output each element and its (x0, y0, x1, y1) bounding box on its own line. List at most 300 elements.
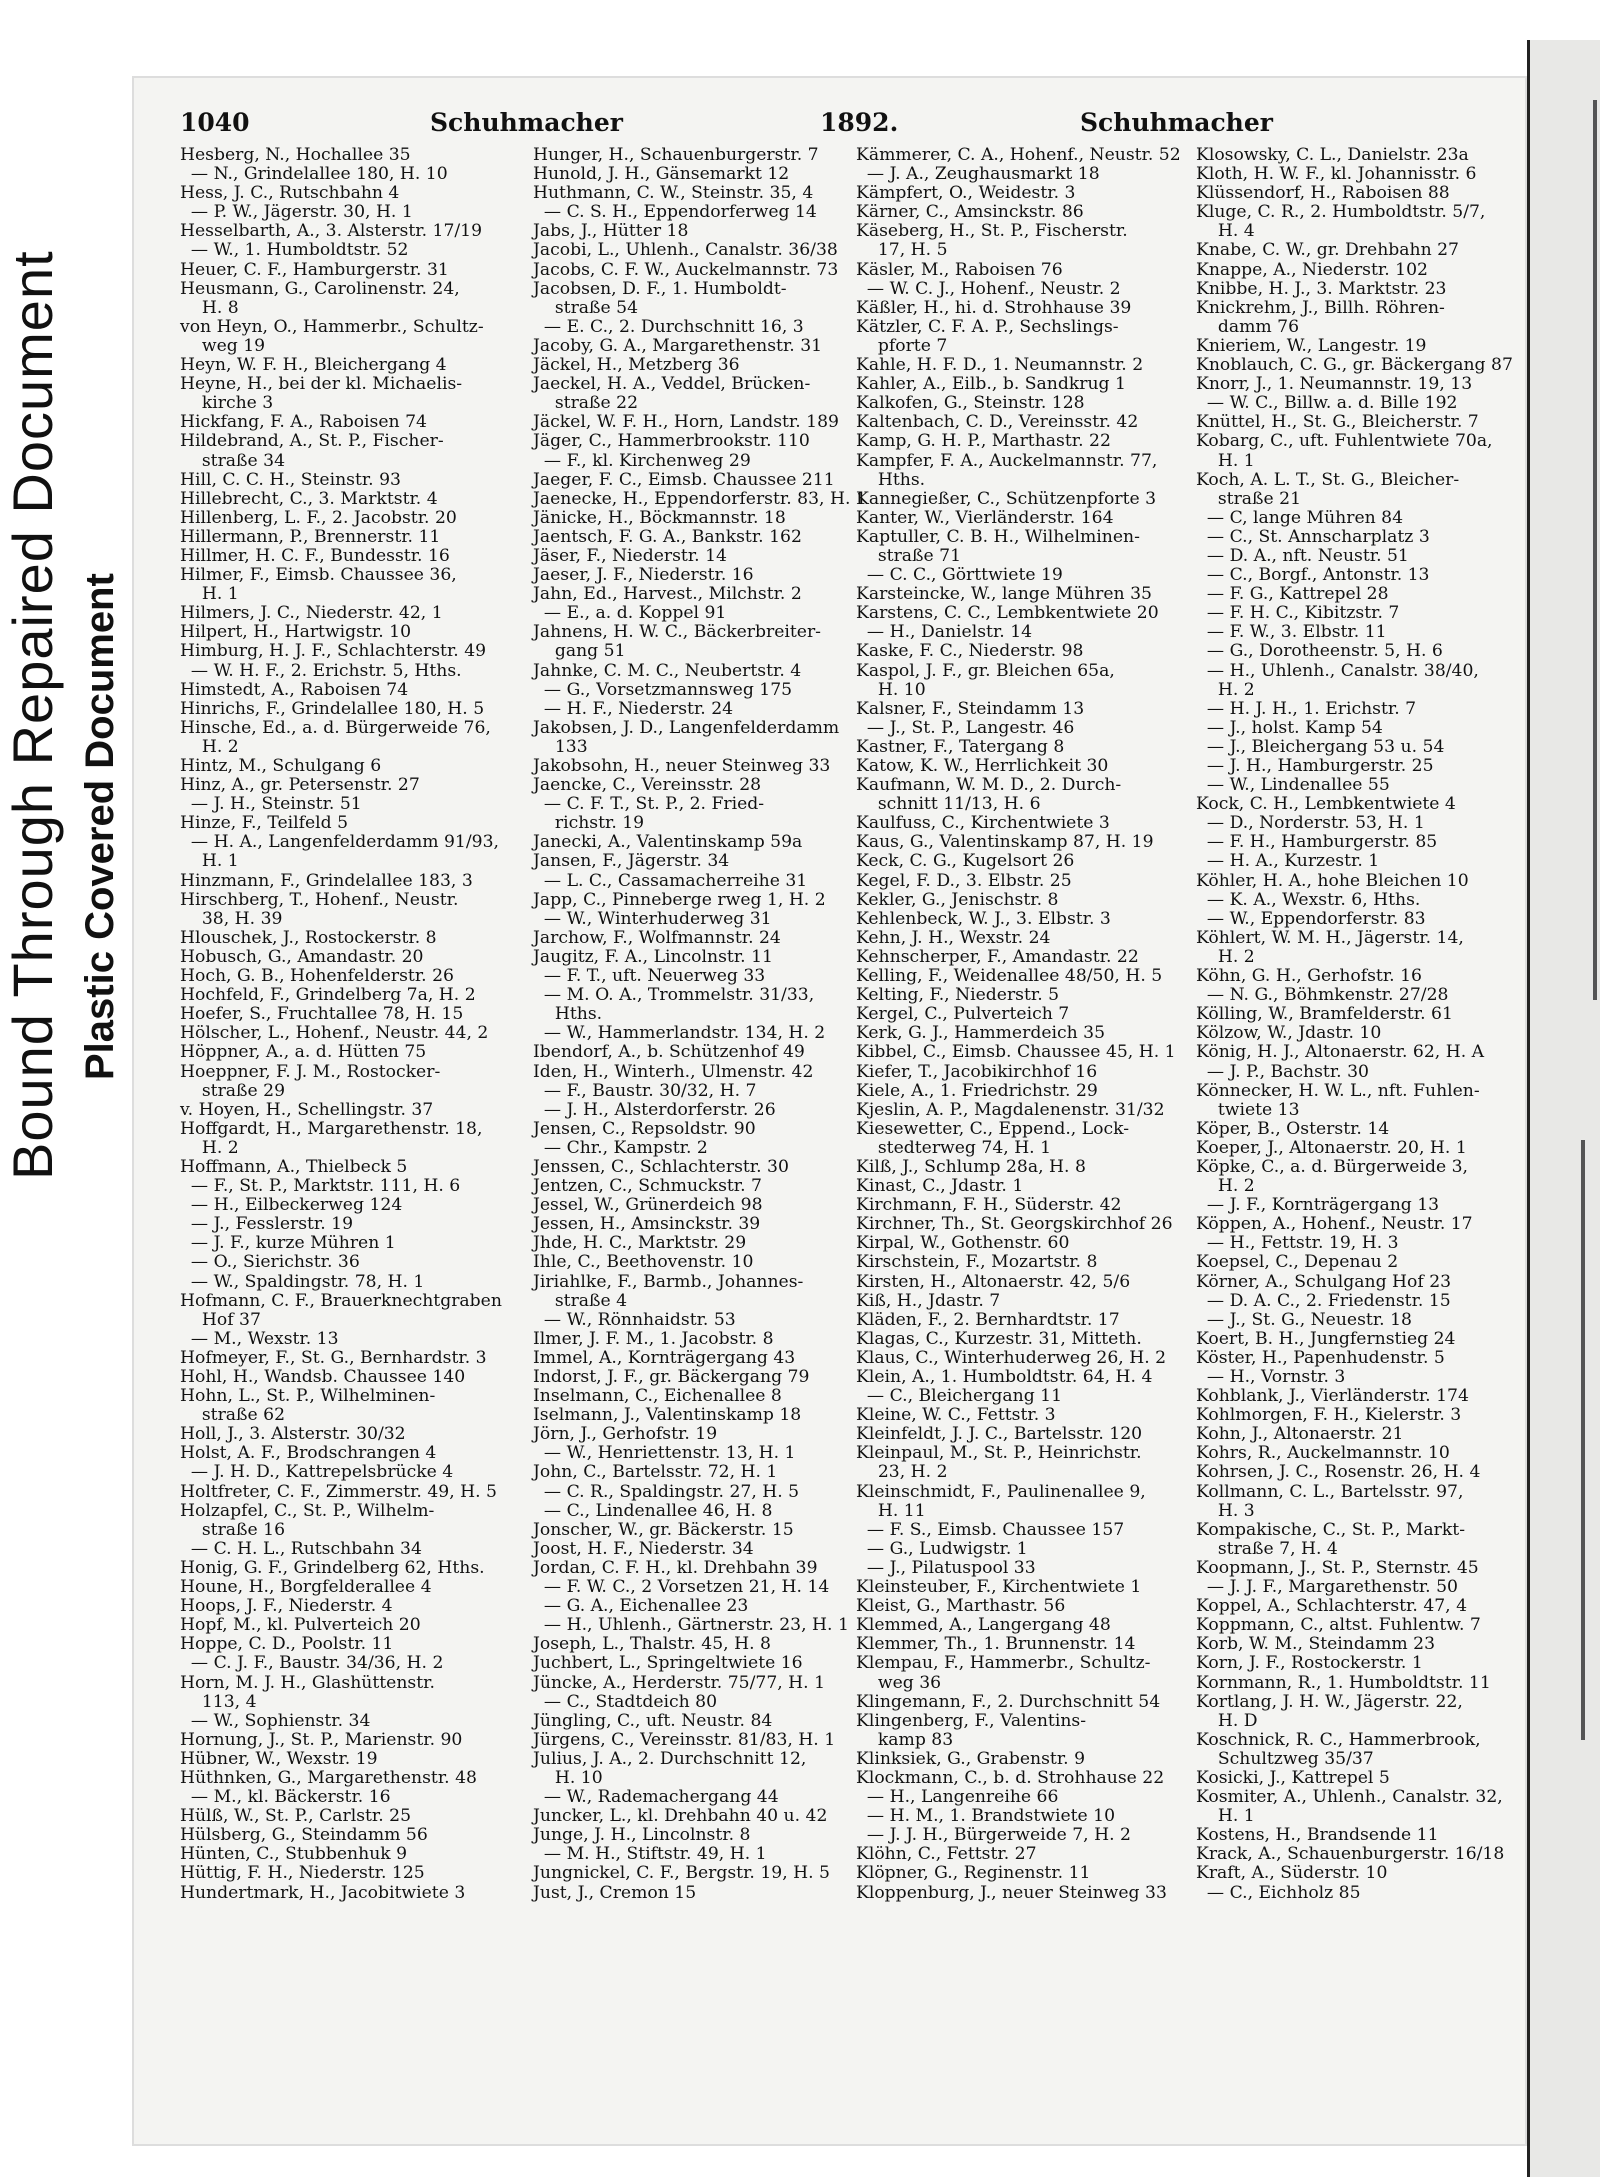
directory-entry: straße 7, H. 4 (1196, 1538, 1338, 1559)
directory-entry: Körner, A., Schulgang Hof 23 (1196, 1271, 1452, 1292)
directory-entry: Klemmer, Th., 1. Brunnenstr. 14 (856, 1634, 1136, 1655)
directory-entry: — M. O. A., Trommelstr. 31/33, (533, 985, 815, 1006)
directory-entry: straße 22 (533, 393, 639, 414)
directory-entry: Kohlmorgen, F. H., Kielerstr. 3 (1196, 1405, 1462, 1426)
directory-entry: Kalkofen, G., Steinstr. 128 (856, 393, 1085, 414)
directory-entry: Hobusch, G., Amandastr. 20 (180, 946, 424, 967)
directory-entry: Köpke, C., a. d. Bürgerweide 3, (1196, 1156, 1468, 1177)
directory-entry: — W., 1. Humboldtstr. 52 (180, 240, 409, 261)
directory-entry: Kleinfeldt, J. J. C., Bartelsstr. 120 (856, 1424, 1143, 1445)
directory-entry: — M., kl. Bäckerstr. 16 (180, 1787, 391, 1808)
directory-entry: — E. C., 2. Durchschnitt 16, 3 (533, 316, 804, 337)
directory-entry: Kirsten, H., Altonaerstr. 42, 5/6 (856, 1271, 1131, 1292)
directory-entry: — D. A. C., 2. Friedenstr. 15 (1196, 1290, 1451, 1311)
directory-entry: Knabe, C. W., gr. Drehbahn 27 (1196, 240, 1459, 261)
directory-entry: Jaeser, J. F., Niederstr. 16 (533, 565, 754, 586)
directory-entry: gang 51 (533, 641, 626, 662)
repaired-document-stamp: Bound Through Repaired Document (1, 250, 64, 1180)
directory-entry: Knüttel, H., St. G., Bleicherstr. 7 (1196, 412, 1479, 433)
directory-entry: Koppmann, C., altst. Fuhlentw. 7 (1196, 1615, 1481, 1636)
directory-entry: Himburg, H. J. F., Schlachterstr. 49 (180, 641, 487, 662)
directory-entry: Kock, C. H., Lembkentwiete 4 (1196, 794, 1456, 815)
directory-entry: Hillmer, H. C. F., Bundesstr. 16 (180, 545, 450, 566)
directory-entry: Jäser, F., Niederstr. 14 (533, 545, 727, 566)
directory-entry: — W., Hammerlandstr. 134, H. 2 (533, 1023, 826, 1044)
directory-entry: H. 1 (1196, 450, 1255, 471)
directory-entry: Houne, H., Borgfelderallee 4 (180, 1577, 432, 1598)
directory-entry: — J. J. H., Bürgerweide 7, H. 2 (856, 1825, 1131, 1846)
directory-entry: — W. C. J., Hohenf., Neustr. 2 (856, 278, 1121, 299)
directory-entry: — J. A., Zeughausmarkt 18 (856, 164, 1100, 185)
directory-entry: Katow, K. W., Herrlichkeit 30 (856, 756, 1109, 776)
directory-entry: — C. S. H., Eppendorferweg 14 (533, 202, 817, 223)
directory-entry: Heyn, W. F. H., Bleichergang 4 (180, 355, 447, 376)
directory-entry: Klaus, C., Winterhuderweg 26, H. 2 (856, 1347, 1167, 1368)
directory-entry: Hoops, J. F., Niederstr. 4 (180, 1596, 393, 1617)
directory-entry: Hülsberg, G., Steindamm 56 (180, 1825, 428, 1846)
directory-entry: Kämmerer, C. A., Hohenf., Neustr. 52 (856, 145, 1181, 165)
directory-entry: kamp 83 (856, 1729, 954, 1750)
directory-entry: Jessel, W., Grünerdeich 98 (533, 1195, 763, 1216)
directory-entry: — H., Uhlenh., Gärtnerstr. 23, H. 1 (533, 1615, 849, 1636)
directory-entry: Hünten, C., Stubbenhuk 9 (180, 1844, 408, 1865)
directory-entry: Kehn, J. H., Wexstr. 24 (856, 927, 1051, 948)
page-edge-line (1593, 100, 1597, 1000)
directory-entry: Hilmers, J. C., Niederstr. 42, 1 (180, 603, 443, 624)
directory-entry: Kerk, G. J., Hammerdeich 35 (856, 1023, 1106, 1044)
directory-entry: weg 19 (180, 335, 266, 356)
directory-entry: Kalsner, F., Steindamm 13 (856, 698, 1085, 719)
directory-entry: — J. H., Hamburgerstr. 25 (1196, 756, 1434, 776)
directory-entry: Kahle, H. F. D., 1. Neumannstr. 2 (856, 355, 1144, 376)
directory-entry: Hof 37 (180, 1309, 261, 1330)
directory-entry: Japp, C., Pinneberge rweg 1, H. 2 (533, 889, 826, 910)
directory-entry: Kosicki, J., Kattrepel 5 (1196, 1767, 1390, 1788)
directory-entry: Kehnscherper, F., Amandastr. 22 (856, 946, 1139, 967)
directory-entry: Kegel, F. D., 3. Elbstr. 25 (856, 870, 1072, 891)
directory-entry: Hess, J. C., Rutschbahn 4 (180, 183, 400, 204)
directory-entry: Kirpal, W., Gothenstr. 60 (856, 1233, 1070, 1254)
directory-entry: Hlouschek, J., Rostockerstr. 8 (180, 927, 437, 948)
page-number: 1040 (180, 108, 250, 137)
directory-entry: Jentzen, C., Schmuckstr. 7 (533, 1176, 762, 1197)
directory-entry: H. 4 (1196, 221, 1255, 242)
directory-entry: Hinsche, Ed., a. d. Bürgerweide 76, (180, 717, 491, 738)
directory-entry: richstr. 19 (533, 813, 645, 834)
directory-entry: straße 71 (856, 545, 962, 566)
directory-entry: — C., Borgf., Antonstr. 13 (1196, 565, 1430, 586)
directory-entry: — H., Vornstr. 3 (1196, 1367, 1346, 1387)
directory-entry: Korn, J. F., Rostockerstr. 1 (1196, 1653, 1423, 1674)
directory-entry: Jörn, J., Gerhofstr. 19 (533, 1424, 718, 1445)
directory-entry: Hornung, J., St. P., Marienstr. 90 (180, 1729, 463, 1750)
directory-entry: Könnecker, H. W. L., nft. Fuhlen- (1196, 1080, 1480, 1101)
directory-entry: — C. F. T., St. P., 2. Fried- (533, 794, 765, 815)
directory-entry: Jakobsohn, H., neuer Steinweg 33 (533, 756, 831, 776)
directory-entry: Kleinschmidt, F., Paulinenallee 9, (856, 1481, 1146, 1502)
directory-entry: Jensen, C., Repsoldstr. 90 (533, 1118, 756, 1139)
directory-entry: Kaptuller, C. B. H., Wilhelminen- (856, 526, 1140, 547)
directory-entry: Hölscher, L., Hohenf., Neustr. 44, 2 (180, 1023, 489, 1044)
directory-entry: Kohblank, J., Vierländerstr. 174 (1196, 1386, 1469, 1407)
directory-entry: Krack, A., Schauenburgerstr. 16/18 (1196, 1844, 1505, 1865)
directory-entry: — J. H. D., Kattrepelsbrücke 4 (180, 1462, 454, 1483)
directory-entry: Joseph, L., Thalstr. 45, H. 8 (533, 1634, 771, 1655)
directory-entry: Ilmer, J. F. M., 1. Jacobstr. 8 (533, 1328, 774, 1349)
directory-entry: Jacobsen, D. F., 1. Humboldt- (533, 278, 787, 299)
directory-entry: weg 36 (856, 1672, 942, 1693)
directory-entry: H. 2 (1196, 946, 1255, 967)
directory-entry: — H., Langenreihe 66 (856, 1787, 1059, 1808)
directory-entry: Kirchmann, F. H., Süderstr. 42 (856, 1195, 1122, 1216)
directory-entry: Kohrsen, J. C., Rosenstr. 26, H. 4 (1196, 1462, 1481, 1483)
directory-entry: — H., Fettstr. 19, H. 3 (1196, 1233, 1399, 1254)
directory-entry: Jahnke, C. M. C., Neubertstr. 4 (533, 660, 802, 681)
directory-entry: Kraft, A., Süderstr. 10 (1196, 1863, 1388, 1884)
year: 1892. (820, 108, 899, 137)
directory-entry: Hesselbarth, A., 3. Alsterstr. 17/19 (180, 221, 483, 242)
directory-column-2 (533, 145, 867, 1903)
directory-entry: Käßler, H., hi. d. Strohhause 39 (856, 297, 1132, 318)
directory-entry: Hopf, M., kl. Pulverteich 20 (180, 1615, 421, 1636)
directory-entry: — D., Norderstr. 53, H. 1 (1196, 813, 1425, 834)
page-edge-line (1581, 1140, 1585, 1740)
directory-entry: Jüncke, A., Herderstr. 75/77, H. 1 (533, 1672, 826, 1693)
directory-entry: — J., St. P., Langestr. 46 (856, 717, 1075, 738)
directory-entry: Koert, B. H., Jungfernstieg 24 (1196, 1328, 1456, 1349)
directory-entry: Kämpfert, O., Weidestr. 3 (856, 183, 1076, 204)
directory-entry: Knappe, A., Niederstr. 102 (1196, 259, 1428, 280)
directory-entry: Kloppenburg, J., neuer Steinweg 33 (856, 1882, 1167, 1903)
directory-entry: Horn, M. J. H., Glashüttenstr. (180, 1672, 435, 1693)
directory-entry: Jaencke, C., Vereinsstr. 28 (533, 775, 762, 796)
directory-entry: Jürgens, C., Vereinsstr. 81/83, H. 1 (533, 1729, 836, 1750)
directory-entry: Klüssendorf, H., Raboisen 88 (1196, 183, 1450, 204)
directory-entry: Hilmer, F., Eimsb. Chaussee 36, (180, 565, 457, 586)
directory-entry: Kollmann, C. L., Bartelsstr. 97, (1196, 1481, 1464, 1502)
directory-entry: — H. M., 1. Brandstwiete 10 (856, 1806, 1116, 1827)
directory-entry: Kaltenbach, C. D., Vereinsstr. 42 (856, 412, 1139, 433)
directory-entry: — H. A., Kurzestr. 1 (1196, 851, 1380, 872)
directory-entry: — J., Fesslerstr. 19 (180, 1214, 354, 1235)
directory-entry: — J., Bleichergang 53 u. 54 (1196, 736, 1445, 757)
directory-entry: Kluge, C. R., 2. Humboldtstr. 5/7, (1196, 202, 1486, 223)
directory-entry: — F., St. P., Marktstr. 111, H. 6 (180, 1176, 461, 1197)
directory-entry: Joost, H. F., Niederstr. 34 (533, 1538, 754, 1559)
directory-entry: Kirschstein, F., Mozartstr. 8 (856, 1252, 1098, 1273)
directory-entry: — H. F., Niederstr. 24 (533, 698, 734, 719)
directory-entry: Koch, A. L. T., St. G., Bleicher- (1196, 469, 1460, 490)
directory-entry: — F. T., uft. Neuerweg 33 (533, 966, 766, 987)
directory-entry: Kaufmann, W. M. D., 2. Durch- (856, 775, 1122, 796)
directory-entry: v. Hoyen, H., Schellingstr. 37 (180, 1099, 434, 1120)
directory-entry: — J. J. F., Margarethenstr. 50 (1196, 1577, 1458, 1598)
directory-entry: Koppel, A., Schlachterstr. 47, 4 (1196, 1596, 1468, 1617)
directory-entry: Kilß, J., Schlump 28a, H. 8 (856, 1156, 1086, 1177)
directory-entry: Korb, W. M., Steindamm 23 (1196, 1634, 1436, 1655)
directory-entry: — W., Eppendorferstr. 83 (1196, 908, 1426, 929)
directory-entry: Hoch, G. B., Hohenfelderstr. 26 (180, 966, 454, 987)
directory-entry: — F. H., Hamburgerstr. 85 (1196, 832, 1438, 853)
directory-entry: Karsteincke, W., lange Mühren 35 (856, 584, 1152, 605)
directory-entry: Kelling, F., Weidenallee 48/50, H. 5 (856, 966, 1163, 987)
directory-entry: Köster, H., Papenhudenstr. 5 (1196, 1347, 1445, 1368)
directory-entry: twiete 13 (1196, 1099, 1300, 1120)
directory-entry: Julius, J. A., 2. Durchschnitt 12, (533, 1748, 807, 1769)
directory-entry: — H. J. H., 1. Erichstr. 7 (1196, 698, 1417, 719)
directory-entry: Käsler, M., Raboisen 76 (856, 259, 1063, 280)
directory-entry: — F. W., 3. Elbstr. 11 (1196, 622, 1387, 643)
directory-entry: Jänicke, H., Böckmannstr. 18 (533, 507, 786, 528)
directory-entry: Hoffgardt, H., Margarethenstr. 18, (180, 1118, 483, 1139)
directory-entry: — M., Wexstr. 13 (180, 1328, 339, 1349)
directory-entry: damm 76 (1196, 316, 1300, 337)
directory-entry: Huthmann, C. W., Steinstr. 35, 4 (533, 183, 814, 204)
directory-entry: Jacoby, G. A., Margarethenstr. 31 (533, 335, 823, 356)
directory-entry: Indorst, J. F., gr. Bäckergang 79 (533, 1367, 810, 1387)
directory-entry: Hilpert, H., Hartwigstr. 10 (180, 622, 412, 643)
directory-entry: — N., Grindelallee 180, H. 10 (180, 164, 448, 185)
directory-entry: — K. A., Wexstr. 6, Hths. (1196, 889, 1421, 910)
directory-entry: — W., Winterhuderweg 31 (533, 908, 772, 929)
directory-entry: Hoeppner, F. J. M., Rostocker- (180, 1061, 441, 1082)
directory-entry: Holtfreter, C. F., Zimmerstr. 49, H. 5 (180, 1481, 497, 1502)
directory-entry: Hinrichs, F., Grindelallee 180, H. 5 (180, 698, 485, 719)
directory-entry: Jahn, Ed., Harvest., Milchstr. 2 (533, 584, 802, 605)
section-title-right: Schuhmacher (1080, 108, 1273, 137)
directory-entry: Jansen, F., Jägerstr. 34 (533, 851, 730, 872)
directory-entry: Kölzow, W., Jdastr. 10 (1196, 1023, 1382, 1044)
directory-entry: 17, H. 5 (856, 240, 948, 261)
directory-entry: — C., Stadtdeich 80 (533, 1691, 718, 1712)
directory-entry: stedterweg 74, H. 1 (856, 1137, 1052, 1158)
directory-entry: Heyne, H., bei der kl. Michaelis- (180, 374, 463, 395)
directory-entry: — G., Dorotheenstr. 5, H. 6 (1196, 641, 1443, 662)
directory-entry: Kornmann, R., 1. Humboldtstr. 11 (1196, 1672, 1491, 1693)
directory-entry: von Heyn, O., Hammerbr., Schultz- (180, 316, 484, 337)
directory-entry: Kärner, C., Amsinckstr. 86 (856, 202, 1084, 223)
directory-entry: Hoppe, C. D., Poolstr. 11 (180, 1634, 394, 1655)
directory-entry: 23, H. 2 (856, 1462, 948, 1483)
directory-entry: — C., Bleichergang 11 (856, 1386, 1063, 1407)
directory-entry: Kehlenbeck, W. J., 3. Elbstr. 3 (856, 908, 1111, 929)
directory-entry: Kortlang, J. H. W., Jägerstr. 22, (1196, 1691, 1463, 1712)
directory-entry: Jiriahlke, F., Barmb., Johannes- (533, 1271, 804, 1292)
section-title-left: Schuhmacher (430, 108, 623, 137)
page-header (180, 100, 1510, 142)
directory-entry: Köhn, G. H., Gerhofstr. 16 (1196, 966, 1422, 987)
directory-entry: Hübner, W., Wexstr. 19 (180, 1748, 378, 1769)
directory-entry: — W., Lindenallee 55 (1196, 775, 1390, 796)
directory-entry: — F. G., Kattrepel 28 (1196, 584, 1389, 605)
directory-entry: — J. H., Alsterdorferstr. 26 (533, 1099, 776, 1120)
directory-entry: — C. J. F., Baustr. 34/36, H. 2 (180, 1653, 444, 1674)
directory-entry: Jaeckel, H. A., Veddel, Brücken- (533, 374, 811, 395)
directory-entry: Kläden, F., 2. Bernhardtstr. 17 (856, 1309, 1120, 1330)
directory-entry: Koepsel, C., Depenau 2 (1196, 1252, 1399, 1273)
directory-entry: Kekler, G., Jenischstr. 8 (856, 889, 1059, 910)
directory-entry: Hillenberg, L. F., 2. Jacobstr. 20 (180, 507, 457, 528)
directory-entry: — C. H. L., Rutschbahn 34 (180, 1538, 422, 1559)
directory-entry: — W. H. F., 2. Erichstr. 5, Hths. (180, 660, 462, 681)
directory-entry: H. 2 (180, 736, 239, 757)
directory-entry: Hüthnken, G., Margarethenstr. 48 (180, 1767, 477, 1788)
directory-entry: Hths. (533, 1004, 603, 1025)
directory-entry: — F. W. C., 2 Vorsetzen 21, H. 14 (533, 1577, 830, 1598)
directory-entry: Hickfang, F. A., Raboisen 74 (180, 412, 427, 433)
directory-entry: 113, 4 (180, 1691, 257, 1712)
directory-entry: — E., a. d. Koppel 91 (533, 603, 727, 624)
directory-entry: H. 10 (856, 679, 926, 700)
directory-entry: — W., Sophienstr. 34 (180, 1710, 371, 1731)
directory-entry: straße 34 (180, 450, 286, 471)
directory-entry: Jordan, C. F. H., kl. Drehbahn 39 (533, 1557, 818, 1578)
directory-entry: — C., Eichholz 85 (1196, 1882, 1361, 1903)
directory-entry: Kaulfuss, C., Kirchentwiete 3 (856, 813, 1110, 834)
directory-entry: Hochfeld, F., Grindelberg 7a, H. 2 (180, 985, 476, 1006)
directory-entry: Kergel, C., Pulverteich 7 (856, 1004, 1070, 1025)
directory-entry: Kiesewetter, C., Eppend., Lock- (856, 1118, 1130, 1139)
directory-entry: Kiefer, T., Jacobikirchhof 16 (856, 1061, 1098, 1082)
directory-entry: Hill, C. C. H., Steinstr. 93 (180, 469, 401, 490)
directory-entry: — J. H., Steinstr. 51 (180, 794, 362, 815)
directory-entry: — F., Baustr. 30/32, H. 7 (533, 1080, 757, 1101)
directory-entry: 38, H. 39 (180, 908, 283, 929)
directory-entry: Klöhn, C., Fettstr. 27 (856, 1844, 1037, 1865)
directory-entry: Kleist, G., Marthastr. 56 (856, 1596, 1066, 1617)
directory-entry: Jacobs, C. F. W., Auckelmannstr. 73 (533, 259, 839, 280)
directory-entry: Koopmann, J., St. P., Sternstr. 45 (1196, 1557, 1479, 1578)
directory-entry: — W., Spaldingstr. 78, H. 1 (180, 1271, 425, 1292)
directory-entry: H. 2 (1196, 679, 1255, 700)
directory-entry: Just, J., Cremon 15 (533, 1882, 697, 1903)
directory-entry: — W. C., Billw. a. d. Bille 192 (1196, 393, 1458, 414)
directory-entry: Kannegießer, C., Schützenpforte 3 (856, 488, 1157, 509)
directory-entry: Hillebrecht, C., 3. Marktstr. 4 (180, 488, 438, 509)
directory-entry: Klemmed, A., Langergang 48 (856, 1615, 1111, 1636)
directory-entry: Iselmann, J., Valentinskamp 18 (533, 1405, 802, 1426)
directory-entry: — H., Danielstr. 14 (856, 622, 1033, 643)
directory-entry: Klingemann, F., 2. Durchschnitt 54 (856, 1691, 1161, 1712)
directory-entry: 133 (533, 736, 588, 757)
top-margin (132, 40, 1527, 76)
directory-entry: Klingenberg, F., Valentins- (856, 1710, 1087, 1731)
directory-entry: Hundertmark, H., Jacobitwiete 3 (180, 1882, 466, 1903)
directory-entry: Kaus, G., Valentinskamp 87, H. 19 (856, 832, 1154, 853)
directory-entry: König, H. J., Altonaerstr. 62, H. A (1196, 1042, 1485, 1063)
directory-entry: Knorr, J., 1. Neumannstr. 19, 13 (1196, 374, 1473, 395)
directory-entry: Klinksiek, G., Grabenstr. 9 (856, 1748, 1086, 1769)
directory-entry: H. 11 (856, 1500, 926, 1521)
directory-entry: — J., Pilatuspool 33 (856, 1557, 1036, 1578)
directory-entry: — H., Uhlenh., Canalstr. 38/40, (1196, 660, 1479, 681)
directory-entry: Knieriem, W., Langestr. 19 (1196, 335, 1427, 356)
directory-entry: Köhler, H. A., hohe Bleichen 10 (1196, 870, 1469, 891)
directory-entry: Klosowsky, C. L., Danielstr. 23a (1196, 145, 1469, 165)
directory-entry: Hoefer, S., Fruchtallee 78, H. 15 (180, 1004, 464, 1025)
directory-entry: pforte 7 (856, 335, 948, 356)
directory-entry: Jäger, C., Hammerbrookstr. 110 (533, 431, 810, 452)
directory-entry: Ihle, C., Beethovenstr. 10 (533, 1252, 754, 1273)
directory-entry: H. 1 (180, 584, 239, 605)
directory-entry: Kahler, A., Eilb., b. Sandkrug 1 (856, 374, 1126, 395)
directory-entry: Heusmann, G., Carolinenstr. 24, (180, 278, 460, 299)
directory-entry: Kleinsteuber, F., Kirchentwiete 1 (856, 1577, 1142, 1598)
directory-entry: Jungnickel, C. F., Bergstr. 19, H. 5 (533, 1863, 830, 1884)
directory-entry: Köhlert, W. M. H., Jägerstr. 14, (1196, 927, 1464, 948)
directory-entry: Jäckel, W. F. H., Horn, Landstr. 189 (533, 412, 839, 433)
directory-entry: H. 2 (1196, 1176, 1255, 1197)
directory-entry: Hülß, W., St. P., Carlstr. 25 (180, 1806, 412, 1827)
directory-entry: — L. C., Cassamacherreihe 31 (533, 870, 808, 891)
directory-entry: Hofmeyer, F., St. G., Bernhardstr. 3 (180, 1347, 487, 1368)
directory-entry: H. 3 (1196, 1500, 1255, 1521)
directory-entry: Hirschberg, T., Hohenf., Neustr. (180, 889, 459, 910)
directory-entry: Jhde, H. C., Marktstr. 29 (533, 1233, 747, 1254)
directory-entry: Honig, G. F., Grindelberg 62, Hths. (180, 1557, 485, 1578)
directory-entry: Klein, A., 1. Humboldtstr. 64, H. 4 (856, 1367, 1153, 1387)
directory-entry: kirche 3 (180, 393, 274, 414)
directory-entry: Koschnick, R. C., Hammerbrook, (1196, 1729, 1481, 1750)
directory-entry: Jahnens, H. W. C., Bäckerbreiter- (533, 622, 821, 643)
adjacent-page-edge (1527, 40, 1600, 2177)
directory-entry: Iden, H., Winterh., Ulmenstr. 42 (533, 1061, 814, 1082)
directory-entry: Hildebrand, A., St. P., Fischer- (180, 431, 444, 452)
directory-entry: Klockmann, C., b. d. Strohhause 22 (856, 1767, 1165, 1788)
directory-entry: H. 1 (1196, 1806, 1255, 1827)
directory-entry: — F. S., Eimsb. Chaussee 157 (856, 1519, 1125, 1540)
directory-entry: Junge, J. H., Lincolnstr. 8 (533, 1825, 751, 1846)
directory-entry: John, C., Bartelsstr. 72, H. 1 (533, 1462, 778, 1483)
directory-entry: Kiele, A., 1. Friedrichstr. 29 (856, 1080, 1098, 1101)
directory-entry: Schultzweg 35/37 (1196, 1748, 1374, 1769)
directory-entry: Kohrs, R., Auckelmannstr. 10 (1196, 1443, 1450, 1464)
directory-entry: H. 2 (180, 1137, 239, 1158)
directory-entry: Jakobsen, J. D., Langenfelderdamm (533, 717, 840, 738)
directory-entry: Karstens, C. C., Lembkentwiete 20 (856, 603, 1159, 624)
directory-entry: Hillermann, P., Brennerstr. 11 (180, 526, 441, 547)
directory-entry: Klempau, F., Hammerbr., Schultz- (856, 1653, 1151, 1674)
directory-entry: — G., Ludwigstr. 1 (856, 1538, 1028, 1559)
directory-entry: Klöpner, G., Reginenstr. 11 (856, 1863, 1091, 1884)
directory-entry: Hohn, L., St. P., Wilhelminen- (180, 1386, 436, 1407)
directory-column-4 (1196, 146, 1516, 1903)
directory-entry: — H., Eilbeckerweg 124 (180, 1195, 403, 1216)
directory-entry: straße 54 (533, 297, 639, 318)
directory-entry: Hunold, J. H., Gänsemarkt 12 (533, 164, 790, 185)
directory-entry: — W., Rademachergang 44 (533, 1787, 779, 1808)
directory-entry: H. 1 (180, 851, 239, 872)
directory-entry: Knickrehm, J., Billh. Röhren- (1196, 297, 1445, 318)
directory-entry: Jaeger, F. C., Eimsb. Chaussee 211 (533, 469, 835, 490)
directory-entry: Kanter, W., Vierländerstr. 164 (856, 507, 1114, 528)
directory-entry: Kloth, H. W. F., kl. Johannisstr. 6 (1196, 164, 1477, 185)
directory-entry: Höppner, A., a. d. Hütten 75 (180, 1042, 427, 1063)
directory-entry: — C., St. Annscharplatz 3 (1196, 526, 1430, 547)
directory-entry: Köppen, A., Hohenf., Neustr. 17 (1196, 1214, 1473, 1235)
directory-entry: — F. H. C., Kibitzstr. 7 (1196, 603, 1400, 624)
directory-entry: Kohn, J., Altonaerstr. 21 (1196, 1424, 1404, 1445)
directory-entry: Kaske, F. C., Niederstr. 98 (856, 641, 1084, 662)
directory-entry: Jessen, H., Amsinckstr. 39 (533, 1214, 761, 1235)
directory-entry: straße 62 (180, 1405, 286, 1426)
directory-entry: Hohl, H., Wandsb. Chaussee 140 (180, 1367, 466, 1387)
directory-entry: H. 10 (533, 1767, 603, 1788)
directory-entry: — W., Rönnhaidstr. 53 (533, 1309, 736, 1330)
directory-entry: Himstedt, A., Raboisen 74 (180, 679, 409, 700)
directory-entry: Jacobi, L., Uhlenh., Canalstr. 36/38 (533, 240, 838, 261)
directory-entry: Köper, B., Osterstr. 14 (1196, 1118, 1390, 1139)
